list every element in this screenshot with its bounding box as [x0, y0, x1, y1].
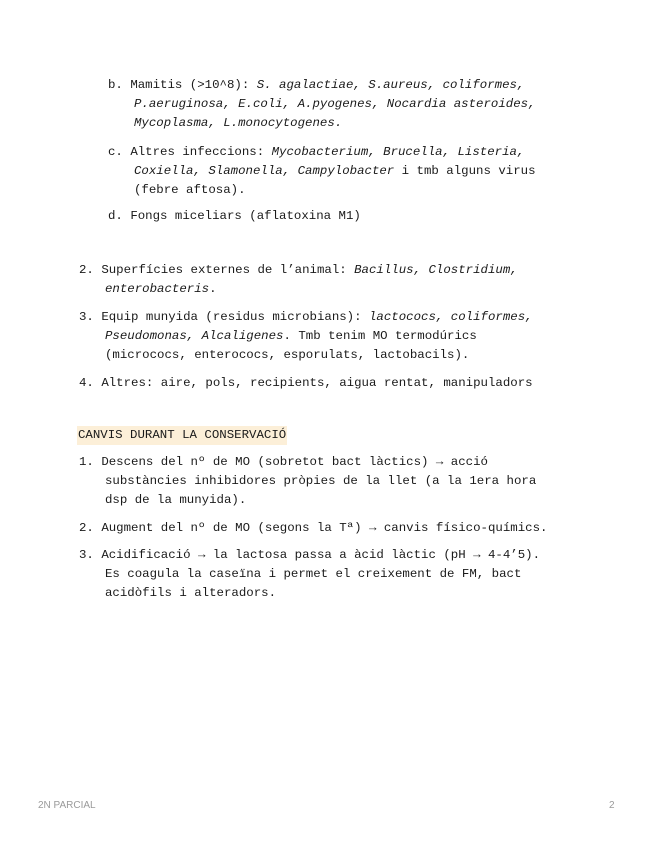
list-marker: 2. [79, 263, 94, 277]
list-marker: 3. [79, 548, 94, 562]
footer-label: 2N PARCIAL [38, 800, 96, 811]
list-marker: b. [108, 78, 123, 92]
list-marker: d. [108, 209, 123, 223]
list-item-acidificacio: 3. Acidificació → la lactosa passa a àcid làctic (pH → 4-4’5). Es coagula la caseïna i permet el creixement de FM, bact acidòfils i alteradors. [79, 548, 541, 600]
list-item-augment: 2. Augment del nº de MO (segons la Tª) → canvis físico-químics. [79, 521, 548, 535]
list-marker: 3. [79, 310, 94, 324]
sublist-item-c-line2: Coxiella, Slamonella, Campylobacter i tmb alguns virus [134, 164, 536, 178]
sublist-item-d-line1: d. Fongs miceliars (aflatoxina M1) [108, 209, 361, 223]
sublist-item-d [108, 207, 361, 226]
list-item-superficies: 2. Superfícies externes de l’animal: Bacillus, Clostridium, enterobacteris. [79, 263, 518, 296]
list-item-altres: 4. Altres: aire, pols, recipients, aigua rentat, manipuladors [79, 376, 533, 390]
sublist-item-b-line1: b. Mamitis (>10^8): S. agalactiae, S.aureus, coliformes, [108, 78, 525, 92]
sublist-item-b-line2: P.aeruginosa, E.coli, A.pyogenes, Nocardia asteroides, [134, 97, 536, 111]
sublist-item-c-line1: c. Altres infeccions: Mycobacterium, Brucella, Listeria, [108, 145, 525, 159]
sublist-item-c-line3: (febre aftosa). [134, 183, 246, 197]
page-number: 2 [609, 800, 615, 811]
sublist-item-b [108, 76, 536, 133]
list-marker: c. [108, 145, 123, 159]
sublist-item-b-line3: Mycoplasma, L.monocytogenes. [134, 116, 343, 130]
list-marker: 1. [79, 455, 94, 469]
list-marker: 4. [79, 376, 94, 390]
sublist-item-c [108, 143, 536, 200]
section-heading: CANVIS DURANT LA CONSERVACIÓ [77, 426, 287, 445]
list-item-equip-munyida: 3. Equip munyida (residus microbians): lactococs, coliformes, Pseudomonas, Alcaligenes. Tmb tenim MO termodúrics (micrococs, enterococs, esporulats, lactobacils). [79, 310, 533, 362]
list-item-descens: 1. Descens del nº de MO (sobretot bact làctics) → acció substàncies inhibidores pròpies de la llet (a la 1era hora dsp de la munyida). [79, 455, 537, 507]
list-marker: 2. [79, 521, 94, 535]
